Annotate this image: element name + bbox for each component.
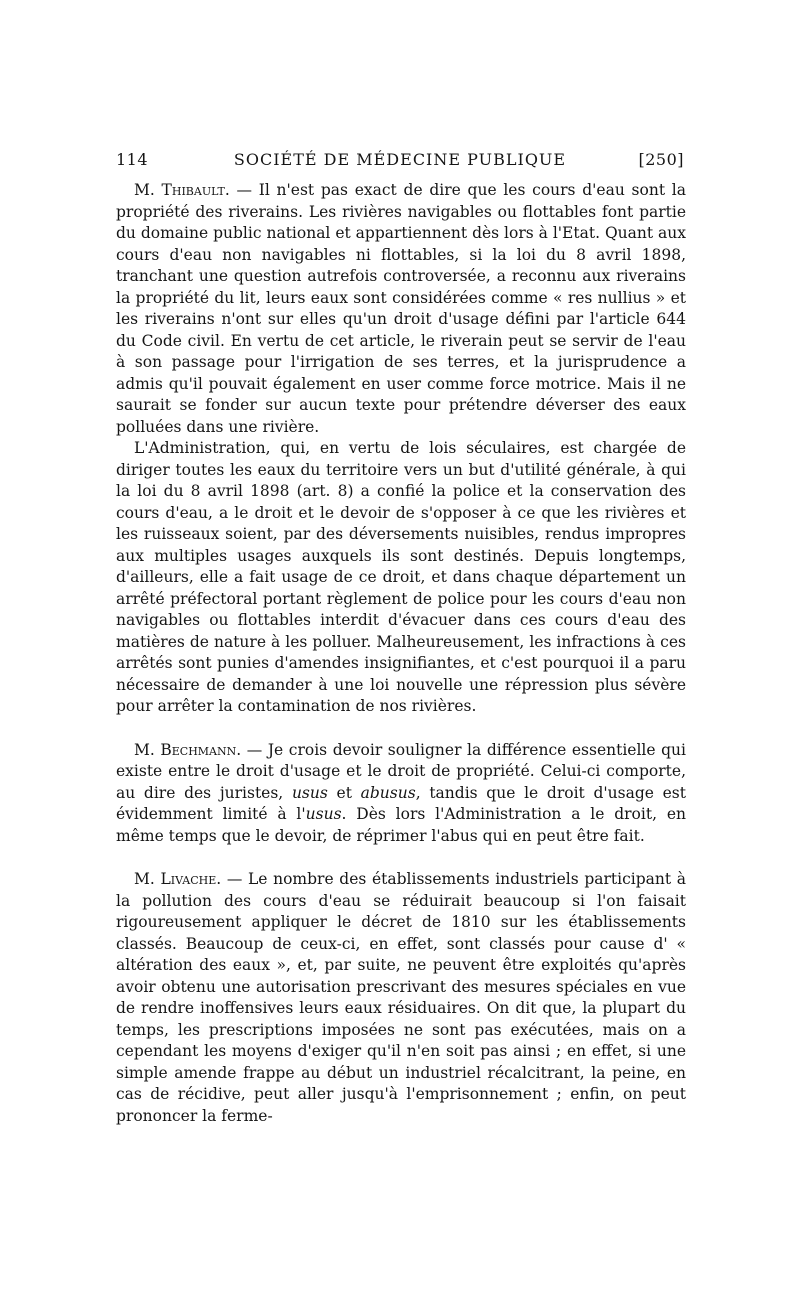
paragraph-thibault (116, 180, 686, 438)
italic-term: usus (291, 783, 328, 802)
paragraph-administration (116, 438, 686, 718)
paragraph-text: — Il n'est pas exact de dire que les cours d'eau sont la propriété des riverains. Les rivières navigables ou flottables font partie du domaine public national et appartiennent dès lors à l'Etat. Quant aux cours d'eau non navigables ni flottables, si la loi du 8 avril 1898, tranchant une question autrefois controversée, a reconnu aux riverains la propriété du lit, leurs eaux sont considérées comme « res nullius » et les riverains n'ont sur elles qu'un droit d'usage défini par l'article 644 du Code civil. En vertu de cet article, le riverain peut se servir de l'eau à son passage pour l'irrigation de ses terres, et la jurisprudence a admis qu'il pouvait également en user comme force motrice. Mais il ne saurait se fonder sur aucun texte pour prétendre déverser des eaux polluées dans une rivière. (116, 181, 686, 436)
page-number: 114 (116, 150, 149, 169)
paragraph-bechmann (116, 740, 686, 848)
running-title: SOCIÉTÉ DE MÉDECINE PUBLIQUE (233, 150, 567, 169)
paragraph-text: , tandis que le droit d'usage est évidemment limité à l' (116, 783, 686, 823)
italic-term: usus (305, 805, 342, 823)
paragraph-text: — Je crois devoir souligner la différence essentielle qui existe entre le droit d'usage et le droit de propriété. Celui-ci comporte, au dire des juristes, (116, 740, 686, 802)
speaker-name: M. Thibault. (134, 181, 230, 199)
bracket-page-number: [250] (638, 150, 684, 169)
speaker-name: M. Livache. (134, 870, 222, 888)
body-text (116, 180, 686, 1127)
italic-term: abusus (360, 783, 416, 802)
speaker-name: M. Bechmann. (134, 740, 242, 759)
paragraph-text: — Le nombre des établissements industriels participant à la pollution des cours d'eau se réduirait beaucoup si l'on faisait rigoureusement appliquer le décret de 1810 sur les établissements classés. Beaucoup de ceux-ci, en effet, sont classés pour cause d' « altération des eaux », et, par suite, ne peuvent être exploités qu'après avoir obtenu une autorisation prescrivant des mesures spéciales en vue de rendre inoffensives leurs eaux résiduaires. On dit que, la plupart du temps, les prescriptions imposées ne sont pas exécutées, mais on a cependant les moyens d'exiger qu'il n'en soit pas ainsi ; en effet, si une simple amende frappe au début un industriel récalcitrant, la peine, en cas de récidive, peut aller jusqu'à l'emprisonnement ; enfin, on peut prononcer la ferme- (116, 870, 686, 1125)
paragraph-text: L'Administration, qui, en vertu de lois séculaires, est chargée de diriger toutes les eaux du territoire vers un but d'utilité générale, à qui la loi du 8 avril 1898 (art. 8) a confié la police et la conservation des cours d'eau, a le droit et le devoir de s'opposer à ce que les rivières et les ruisseaux soient, par des déversements nuisibles, rendus impropres aux multiples usages auxquels ils sont destinés. Depuis longtemps, d'ailleurs, elle a fait usage de ce droit, et dans chaque département un arrêté préfectoral portant règlement de police pour les cours d'eau non navigables ou flottables interdit d'évacuer dans ces cours d'eau des matières de nature à les polluer. Malheureusement, les infractions à ces arrêtés sont punies d'amendes insignifiantes, et c'est pourquoi il a paru nécessaire de demander à une loi nouvelle une répression plus sévère pour arrêter la contamination de nos rivières. (116, 439, 686, 715)
running-header (116, 150, 684, 174)
paragraph-text: . Dès lors l'Administration a le droit, en même temps que le devoir, de réprimer l'abus qui en peut être fait. (116, 805, 686, 845)
paragraph-gap (116, 847, 686, 869)
paragraph-gap (116, 718, 686, 740)
paragraph-text: et (327, 783, 361, 802)
paragraph-livache (116, 869, 686, 1127)
